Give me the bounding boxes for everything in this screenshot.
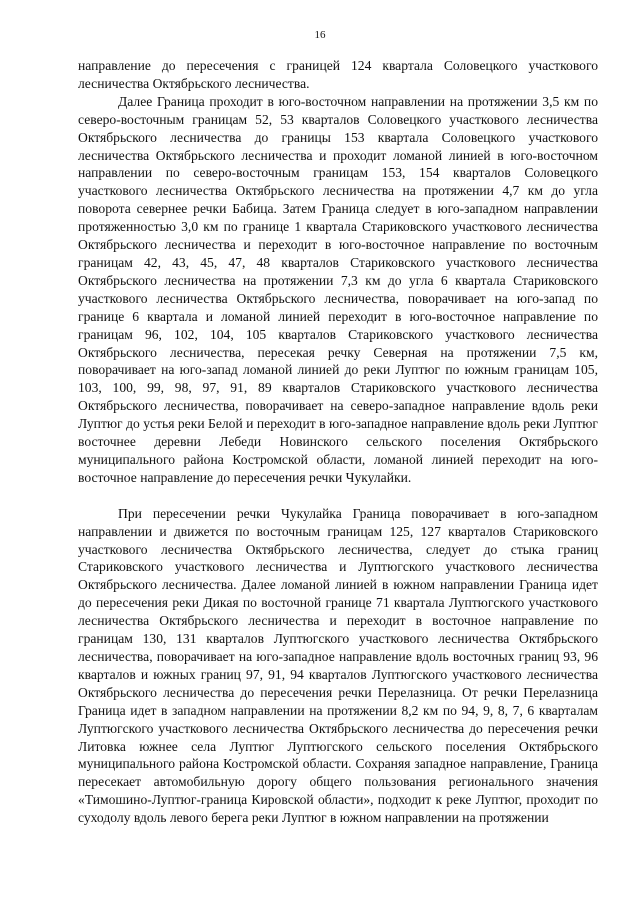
paragraph: Далее Граница проходит в юго-восточном направлении на протяжении 3,5 км по северо-восточным границам 52, 53 кварталов Соловецкого участкового лесничества Октябрьского лесничества до границы 153 квартала Соловецкого участкового лесничества Октябрьского лесничества и проходит ломаной линией в юго-восточном направлении по северо-восточным границам 153, 154 кварталов Соловецкого участкового лесничества Октябрьского лесничества на протяжении 4,7 км до угла поворота севернее речки Бабица. Затем Граница следует в юго-западном направлении протяженностью 3,0 км по границе 1 квартала Стариковского участкового лесничества Октябрьского лесничества и переходит в юго-восточное направление по восточным границам 42, 43, 45, 47, 48 кварталов Стариковского участкового лесничества Октябрьского лесничества на протяжении 7,3 км до угла 6 квартала Стариковского участкового лесничества Октябрьского лесничества, поворачивает на юго-запад по границе 6 квартала и ломаной линией переходит в юго-восточное направление по границам 96, 102, 104, 105 кварталов Стариковского участкового лесничества Октябрьского лесничества, пересекая речку Северная на протяжении 7,5 км, поворачивает на юго-запад ломаной линией до реки Луптюг по южным границам 105, 103, 100, 99, 98, 97, 91, 89 кварталов Стариковского участкового лесничества Октябрьского лесничества, поворачивает на северо-западное направление вдоль реки Луптюг до устья реки Белой и переходит в юго-западное направление вдоль реки Луптюг восточнее деревни Лебеди Новинского сельского поселения Октябрьского муниципального района Костромской области, ломаной линией переходит на юго-восточное направление до пересечения речки Чукулайки. (78, 93, 598, 485)
paragraph: При пересечении речки Чукулайка Граница поворачивает в юго-западном направлении и движется по восточным границам 125, 127 кварталов Стариковского участкового лесничества Октябрьского лесничества, следует до стыка границ Стариковского участкового лесничества и Луптюгского участкового лесничества Октябрьского лесничества. Далее ломаной линией в южном направлении Граница идет до пересечения реки Дикая по восточной границе 71 квартала Луптюгского участкового лесничества Октябрьского лесничества и переходит в восточное направление по границам 130, 131 кварталов Луптюгского участкового лесничества Октябрьского лесничества, поворачивает на юго-западное направление вдоль восточных границ 93, 96 кварталов и южных границ 97, 91, 94 кварталов Луптюгского участкового лесничества Октябрьского лесничества до пересечения речки Перелазница. От речки Перелазница Граница идет в западном направлении на протяжении 8,2 км по 94, 9, 8, 7, 6 кварталам Луптюгского участкового лесничества Октябрьского лесничества до пересечения речки Литовка южнее села Луптюг Луптюгского сельского поселения Октябрьского муниципального района Костромской области. Сохраняя западное направление, Граница пересекает автомобильную дорогу общего пользования регионального значения «Тимошино-Луптюг-граница Кировской области», подходит к реке Луптюг, проходит по суходолу вдоль левого берега реки Луптюг в южном направлении на протяжении (78, 505, 598, 826)
document-body (78, 57, 598, 827)
page-number: 16 (314, 29, 326, 41)
paragraph-continuation: направление до пересечения с границей 124 квартала Соловецкого участкового лесничества Октябрьского лесничества. (78, 58, 598, 91)
